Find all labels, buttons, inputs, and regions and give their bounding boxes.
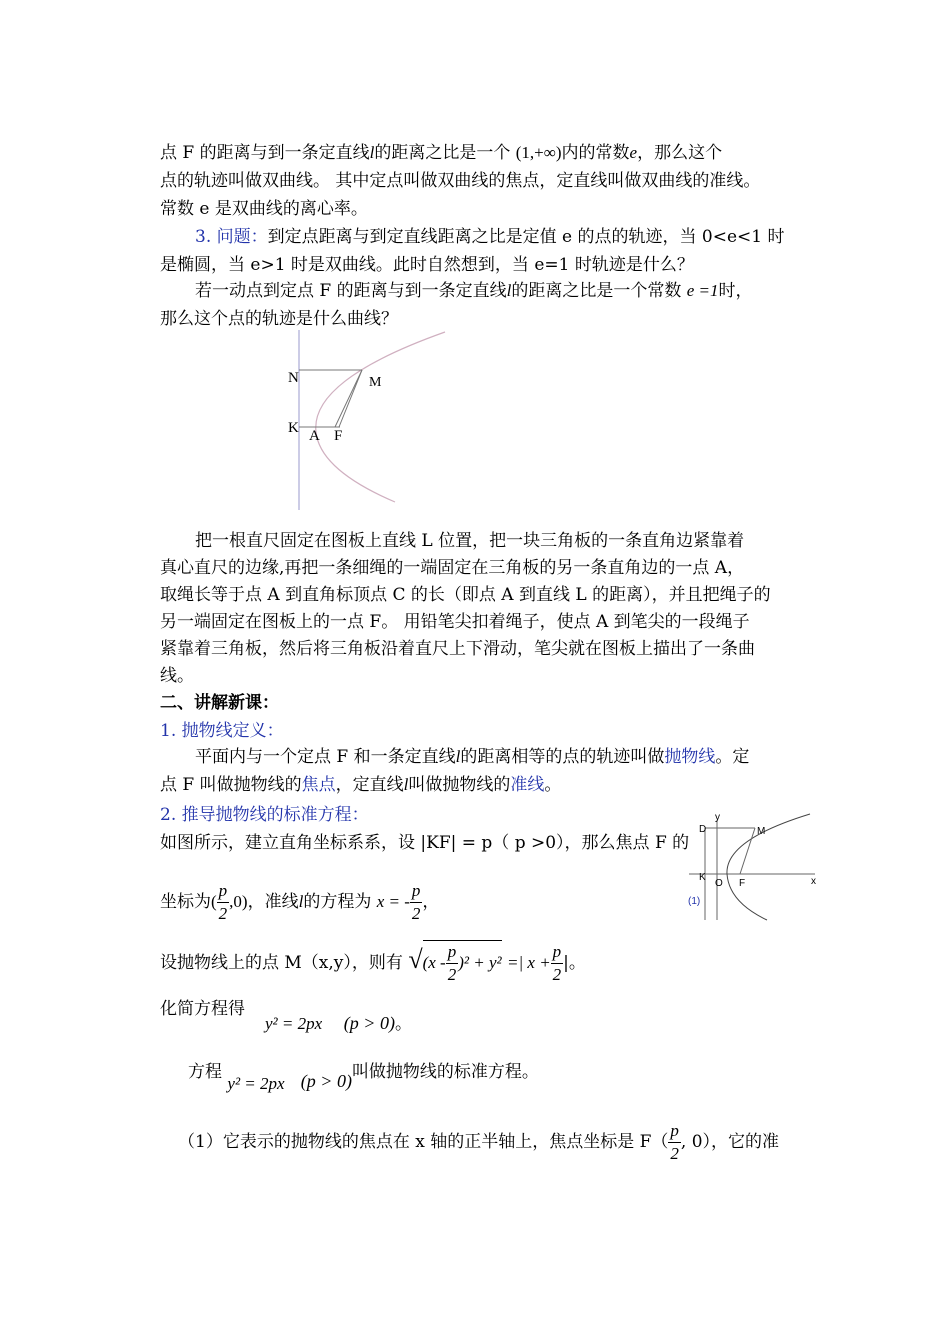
text-line: 点 F 的距离与到一条定直线l的距离之比是一个 (1,+∞)内的常数e，那么这个	[160, 143, 723, 163]
label-f: F	[739, 878, 746, 889]
label-k: K	[699, 872, 706, 883]
label-x: x	[811, 876, 816, 887]
text-line: 坐标为( $\frac{p}{2}$ ,0)，准线l的方程为 x = - $\frac{p}{2}$ ，	[160, 881, 440, 923]
text-line: 化简方程得	[160, 999, 245, 1019]
figure-caption: (1)	[688, 896, 701, 907]
text-line: 点的轨迹叫做双曲线。 其中定点叫做双曲线的焦点，定直线叫做双曲线的准线。	[160, 171, 761, 191]
text-line: 另一端固定在图板上的一点 F。 用铅笔尖扣着绳子，使点 A 到笔尖的一段绳子	[160, 612, 750, 632]
fraction: $\frac{p}{2}$	[411, 881, 421, 923]
text-line: 常数 e 是双曲线的离心率。	[160, 199, 368, 219]
label-m: M	[757, 826, 766, 837]
fraction: $\frac{p}{2}$	[447, 942, 457, 984]
parabola-figure-2	[685, 812, 825, 922]
subsection-heading: 2. 推导抛物线的标准方程：	[160, 805, 369, 825]
label-o: O	[715, 878, 723, 889]
fraction: $\frac{p}{2}$	[670, 1121, 679, 1163]
label-n: N	[288, 370, 299, 386]
text-line: 如图所示，建立直角坐标系系，设 |KF| = p（ p >0），那么焦点 F 的	[160, 833, 690, 853]
text-line: （1）它表示的抛物线的焦点在 x 轴的正半轴上，焦点坐标是 F（ $\frac{p}{2}$ , 0），它的准	[178, 1121, 780, 1163]
label-y: y	[715, 812, 720, 823]
label-m: M	[369, 375, 382, 390]
label-d: D	[699, 824, 707, 835]
text-line: 设抛物线上的点 M（x,y），则有 √(x - $\frac{p}{2}$ )² + y² =| x + $\frac{p}{2}$ |。	[160, 942, 586, 984]
label-a: A	[309, 428, 320, 444]
section-heading: 二、讲解新课：	[160, 693, 279, 713]
text-line: 方程 y² = 2px (p > 0)叫做抛物线的标准方程。	[188, 1062, 539, 1093]
text-line: 那么这个点的轨迹是什么曲线？	[160, 309, 398, 329]
label-f: F	[334, 428, 343, 444]
text-line: 平面内与一个定点 F 和一条定直线l的距离相等的点的轨迹叫做抛物线。定	[195, 747, 750, 767]
text-line: 若一动点到定点 F 的距离与到一条定直线l的距离之比是一个常数 e =1时，	[195, 281, 753, 301]
text-line: 紧靠着三角板，然后将三角板沿着直尺上下滑动，笔尖就在图板上描出了一条曲	[160, 639, 755, 659]
subsection-heading: 1. 抛物线定义：	[160, 721, 284, 741]
parabola-figure-1	[280, 330, 460, 515]
text-line: 是椭圆，当 e>1 时是双曲线。此时自然想到，当 e=1 时轨迹是什么？	[160, 255, 694, 275]
text-line: 3. 问题：到定点距离与到定直线距离之比是定值 e 的点的轨迹，当 0<e<1 时	[195, 227, 785, 247]
label-k: K	[288, 420, 299, 436]
text-line: 点 F 叫做抛物线的焦点，定直线l叫做抛物线的准线。	[160, 775, 562, 795]
fraction: $\frac{p}{2}$	[218, 881, 228, 923]
text-line: 线。	[160, 666, 194, 686]
fraction: $\frac{p}{2}$	[552, 942, 562, 984]
text-line: 真心直尺的边缘,再把一条细绳的一端固定在三角板的另一条直角边的一点 A，	[160, 558, 745, 578]
text-line: 取绳长等于点 A 到直角标顶点 C 的长（即点 A 到直线 L 的距离），并且把绳子的	[160, 585, 771, 605]
equation: y² = 2px (p > 0)。	[265, 1013, 412, 1034]
text-line: 把一根直尺固定在图板上直线 L 位置，把一块三角板的一条直角边紧靠着	[195, 531, 745, 551]
